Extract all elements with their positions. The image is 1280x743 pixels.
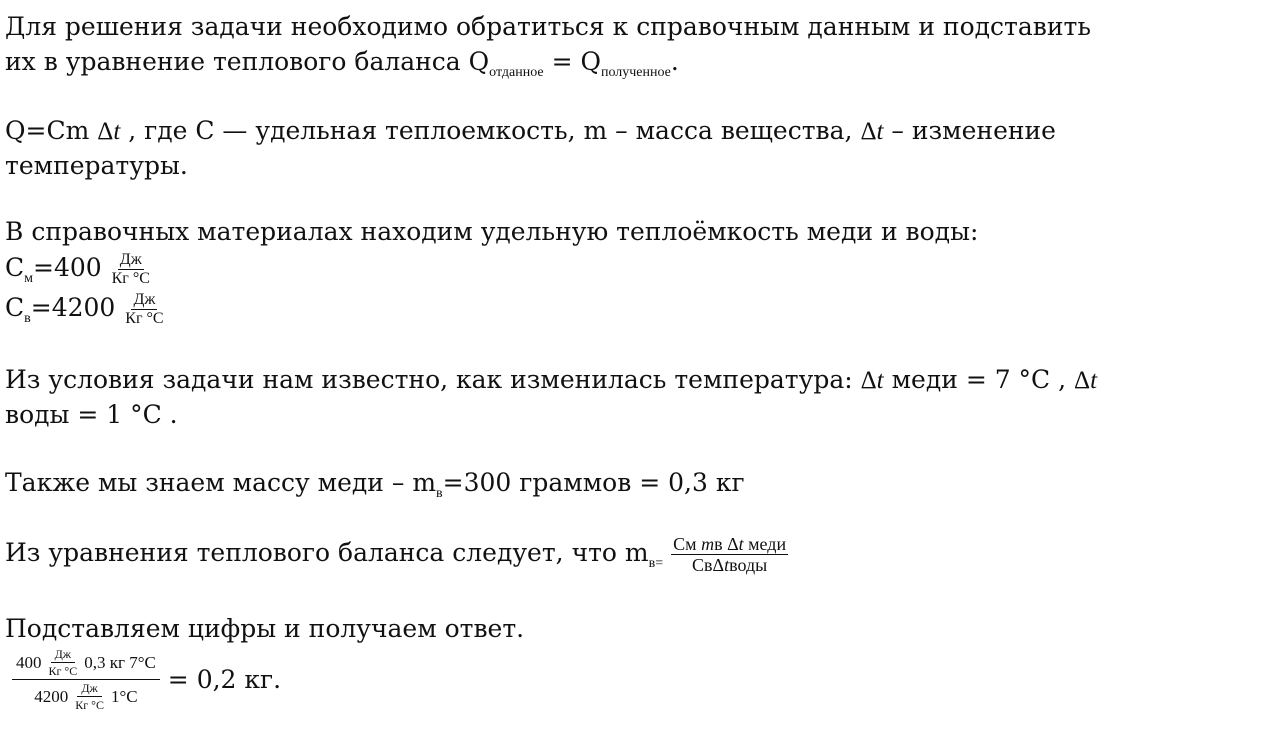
answer-unit-fraction-2 <box>71 682 108 711</box>
t-symbol-4: t <box>1090 367 1098 394</box>
balance-text: Из уравнения теплового баланса следует, что m <box>5 538 649 567</box>
answer-result: = 0,2 кг. <box>159 665 282 694</box>
intro-text-1: Для решения задачи необходимо обратиться к справочным данным и подставить <box>5 12 1091 41</box>
unit-fraction <box>110 252 152 287</box>
num-m: m <box>701 534 715 554</box>
num-t: t <box>738 534 744 554</box>
q-received-subscript: полученное <box>600 65 671 80</box>
copper-mass-line <box>5 468 745 501</box>
unit-numerator: Дж <box>119 251 142 268</box>
t-symbol-3: t <box>876 367 884 394</box>
unit-denominator-2: Кг °С <box>125 310 164 327</box>
den-cv: Св <box>692 555 713 575</box>
equals-q: = Q <box>543 47 601 76</box>
cv-letter: С <box>5 293 25 322</box>
answer-line <box>12 648 281 711</box>
balance-equation-line <box>5 535 788 574</box>
cm-letter: С <box>5 253 25 282</box>
answer-unit-num: Дж <box>51 648 75 663</box>
temperature-change-line <box>5 365 1097 396</box>
reference-text: В справочных материалах находим удельную теплоёмкость меди и воды: <box>5 217 979 246</box>
answer-denominator <box>30 680 141 711</box>
intro-end: . <box>670 47 679 76</box>
num-copper: меди <box>743 534 787 554</box>
substitute-line <box>5 614 524 644</box>
balance-numerator <box>671 535 788 555</box>
balance-fraction <box>671 535 788 574</box>
answer-unit-den-2: Кг °С <box>75 698 104 712</box>
t-symbol: t <box>113 118 121 145</box>
water-heat-capacity <box>5 292 166 327</box>
substitute-text: Подставляем цифры и получаем ответ. <box>5 614 525 643</box>
copper-temp-change: меди = 7 °С , <box>883 365 1075 394</box>
answer-unit-num-2: Дж <box>77 682 101 697</box>
num-delta: Δ <box>727 534 739 554</box>
formula-line <box>5 116 1056 147</box>
den-t: t <box>724 555 730 575</box>
unit-fraction-2 <box>123 292 165 327</box>
formula-explanation-2: – изменение <box>883 116 1056 145</box>
cv-subscript: в <box>24 311 31 326</box>
copper-heat-capacity <box>5 252 152 287</box>
mass-subscript: в <box>436 486 443 501</box>
cm-subscript: м <box>24 271 33 286</box>
delta-symbol-2: Δ <box>860 118 877 145</box>
q-given-subscript: отданное <box>489 65 544 80</box>
temperature-text: Из условия задачи нам известно, как изменилась температура: <box>5 365 861 394</box>
answer-num-rest: 0,3 кг 7°С <box>84 653 156 672</box>
unit-numerator-2: Дж <box>133 291 156 308</box>
answer-fraction <box>12 648 160 711</box>
delta-symbol-3: Δ <box>860 367 877 394</box>
formula-q: Q=Cm <box>5 116 98 145</box>
cm-value: =400 <box>33 253 110 282</box>
answer-den-rest: 1°С <box>110 687 138 706</box>
cv-value: =4200 <box>30 293 124 322</box>
num-v: в <box>714 534 728 554</box>
den-water: воды <box>729 555 768 575</box>
t-symbol-2: t <box>876 118 884 145</box>
balance-subscript: в= <box>648 556 664 571</box>
formula-explanation: , где С — удельная теплоемкость, m – масса вещества, <box>120 116 861 145</box>
answer-den-value: 4200 <box>34 687 69 706</box>
delta-symbol: Δ <box>97 118 114 145</box>
formula-line-2 <box>5 151 188 181</box>
intro-line-2 <box>5 47 679 80</box>
answer-num-value: 400 <box>16 653 42 672</box>
delta-symbol-4: Δ <box>1074 367 1091 394</box>
intro-text-2: их в уравнение теплового баланса Q <box>5 47 490 76</box>
answer-numerator <box>12 648 160 680</box>
water-temp-line <box>5 400 178 430</box>
reference-line <box>5 217 978 247</box>
mass-value: =300 граммов = 0,3 кг <box>442 468 745 497</box>
balance-denominator <box>690 555 769 574</box>
num-cm: См <box>673 534 702 554</box>
unit-denominator: Кг °С <box>111 270 150 287</box>
answer-unit-den: Кг °С <box>48 664 78 678</box>
intro-line-1 <box>5 12 1091 42</box>
formula-explanation-3: температуры. <box>5 151 188 180</box>
den-delta: Δ <box>712 555 725 575</box>
answer-unit-fraction <box>45 648 82 677</box>
mass-text: Также мы знаем массу меди – m <box>5 468 437 497</box>
water-temp-change: воды = 1 °С . <box>5 400 178 429</box>
